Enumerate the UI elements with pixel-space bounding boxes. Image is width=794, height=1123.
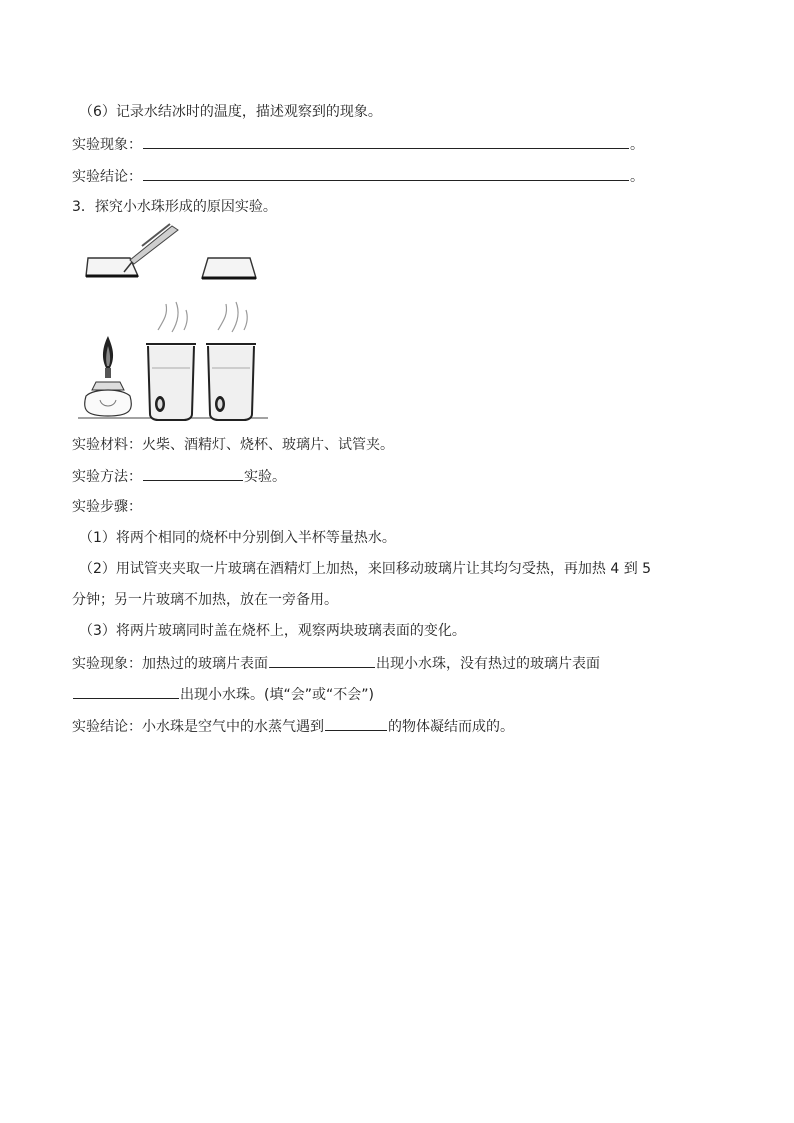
q6-conclusion-label: 实验结论：: [72, 169, 142, 185]
phenomenon-row-1: [72, 653, 600, 674]
beaker-1: [146, 302, 196, 420]
phenomenon-blank-heated[interactable]: [269, 653, 375, 668]
q6-prompt: （6）记录水结冰时的温度，描述观察到的现象。: [79, 104, 382, 120]
conclusion-row: [72, 716, 514, 737]
unheated-glass-plate: [202, 258, 256, 278]
step-2-line-2: 分钟；另一片玻璃不加热，放在一旁备用。: [72, 592, 338, 608]
phenomenon-label: 实验现象：加热过的玻璃片表面: [72, 656, 268, 672]
method-blank[interactable]: [143, 466, 243, 481]
section3-title: 3．探究小水珠形成的原因实验。: [72, 199, 277, 215]
step-1: （1）将两个相同的烧杯中分别倒入半杯等量热水。: [79, 530, 396, 546]
method-suffix: 实验。: [244, 469, 286, 485]
phenomenon-blank-unheated[interactable]: [73, 684, 179, 699]
phenomenon-end: 出现小水珠。(填“会”或“不会”): [180, 687, 374, 703]
q6-conclusion-row: [72, 166, 644, 187]
method-row: [72, 466, 286, 487]
materials-line: 实验材料：火柴、酒精灯、烧杯、玻璃片、试管夹。: [72, 437, 394, 453]
conclusion-blank[interactable]: [325, 716, 387, 731]
experiment-figure: [72, 218, 272, 424]
q6-phenomenon-row: [72, 134, 644, 155]
conclusion-prefix: 实验结论：小水珠是空气中的水蒸气遇到: [72, 719, 324, 735]
step-3: （3）将两片玻璃同时盖在烧杯上，观察两块玻璃表面的变化。: [79, 623, 466, 639]
q6-phenomenon-blank[interactable]: [143, 134, 629, 149]
beaker-2: [206, 302, 256, 420]
q6-conclusion-blank[interactable]: [143, 166, 629, 181]
phenomenon-row-2: [72, 684, 374, 705]
method-label: 实验方法：: [72, 469, 142, 485]
q6-phenomenon-label: 实验现象：: [72, 137, 142, 153]
step-2-line-1: （2）用试管夹夹取一片玻璃在酒精灯上加热，来回移动玻璃片让其均匀受热，再加热 4 到 5: [79, 561, 652, 577]
steps-label: 实验步骤：: [72, 499, 142, 515]
alcohol-lamp: [85, 336, 132, 416]
q6-conclusion-end: 。: [630, 169, 644, 185]
q6-phenomenon-end: 。: [630, 137, 644, 153]
conclusion-suffix: 的物体凝结而成的。: [388, 719, 514, 735]
phenomenon-mid: 出现小水珠，没有热过的玻璃片表面: [376, 656, 600, 672]
